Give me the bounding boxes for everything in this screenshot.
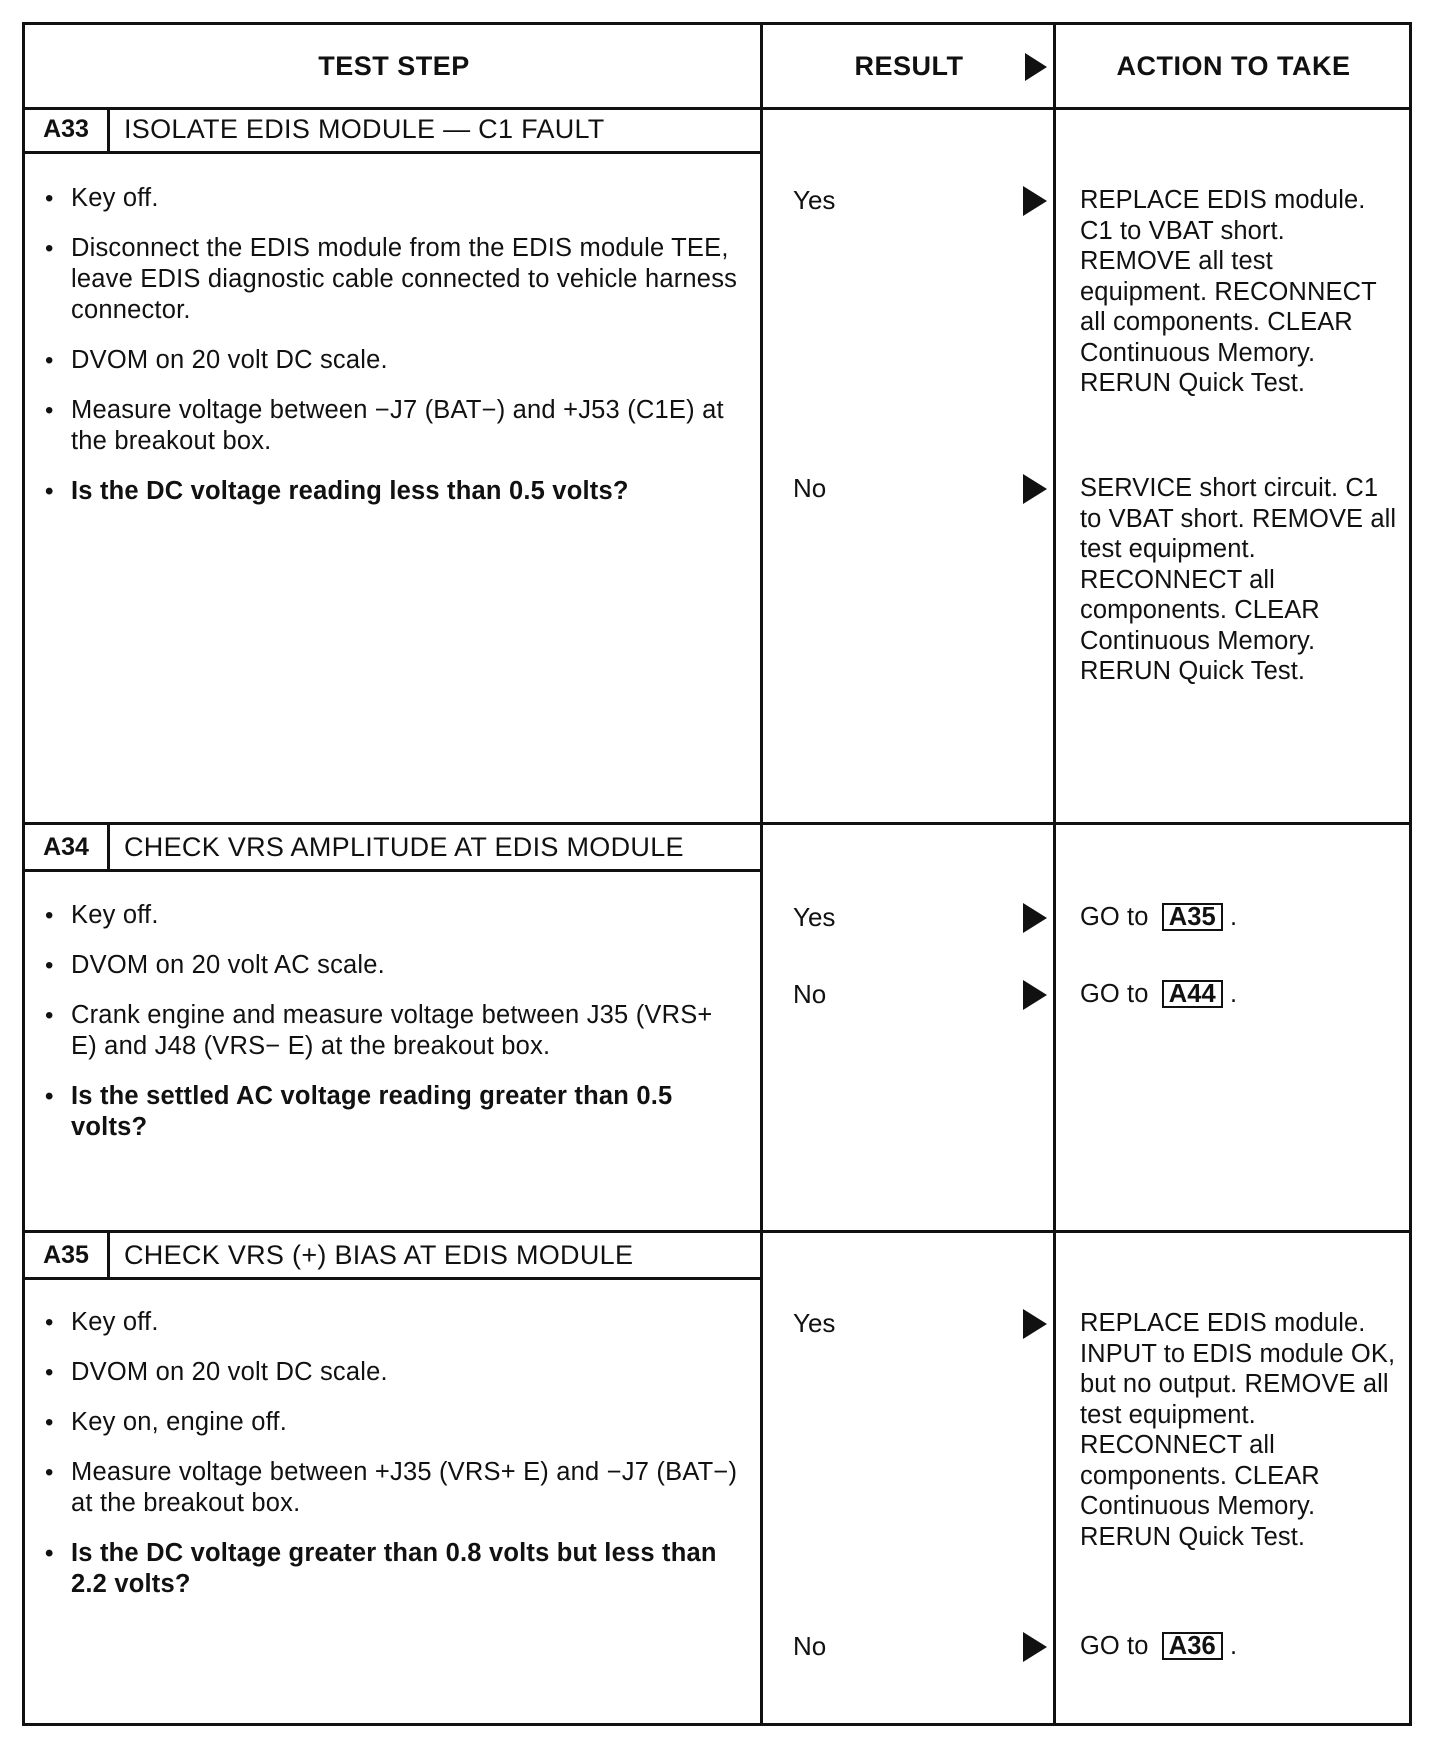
- step-ref-link[interactable]: A36: [1162, 1632, 1223, 1660]
- result-no: No: [793, 1631, 827, 1661]
- step-instructions: [43, 183, 743, 526]
- action-text: [1080, 1631, 1400, 1662]
- action-text: REPLACE EDIS module. INPUT to EDIS module OK, but no output. REMOVE all test equipment. RECONNECT all components. CLEAR Continuous Memory. RERUN Quick Test.: [1080, 1309, 1396, 1551]
- step-question: • Is the DC voltage reading less than 0.5 volts?: [43, 476, 743, 507]
- step-ref-link[interactable]: A35: [1162, 903, 1223, 931]
- instruction: • Key on, engine off.: [43, 1407, 743, 1438]
- result-arrow-icon: [1023, 474, 1047, 504]
- step-id: A34: [25, 825, 110, 869]
- step-title-bar: [25, 825, 760, 872]
- instruction: • Measure voltage between +J35 (VRS+ E) and −J7 (BAT−) at the breakout box.: [43, 1457, 743, 1519]
- instruction: • DVOM on 20 volt AC scale.: [43, 950, 743, 981]
- result-arrow-icon: [1023, 1309, 1047, 1339]
- instruction: • Key off.: [43, 1307, 743, 1338]
- action-text: [1080, 979, 1400, 1010]
- step-name: CHECK VRS AMPLITUDE AT EDIS MODULE: [124, 831, 684, 862]
- result-arrow-icon: [1023, 1632, 1047, 1662]
- result-arrow-icon: [1023, 186, 1047, 216]
- result-yes: Yes: [793, 902, 836, 932]
- action-suffix: .: [1230, 980, 1238, 1008]
- result-no: No: [793, 473, 827, 503]
- step-instructions: [43, 900, 743, 1162]
- table-header: [25, 25, 1409, 110]
- step-name: CHECK VRS (+) BIAS AT EDIS MODULE: [124, 1239, 634, 1270]
- step-a33: [25, 107, 1409, 822]
- action-prefix: GO to: [1080, 980, 1149, 1008]
- instruction: • DVOM on 20 volt DC scale.: [43, 345, 743, 376]
- action-text: REPLACE EDIS module. C1 to VBAT short. REMOVE all test equipment. RECONNECT all components. CLEAR Continuous Memory. RERUN Quick Test.: [1080, 186, 1377, 397]
- result-yes: Yes: [793, 185, 836, 215]
- step-title-bar: [25, 107, 760, 154]
- instruction: • DVOM on 20 volt DC scale.: [43, 1357, 743, 1388]
- action-suffix: .: [1230, 903, 1238, 931]
- instruction: • Measure voltage between −J7 (BAT−) and +J53 (C1E) at the breakout box.: [43, 395, 743, 457]
- header-action: ACTION TO TAKE: [1116, 50, 1351, 81]
- step-question: • Is the settled AC voltage reading greater than 0.5 volts?: [43, 1081, 743, 1143]
- diagnostic-table: [22, 22, 1412, 1726]
- action-prefix: GO to: [1080, 1632, 1149, 1660]
- result-arrow-icon: [1023, 980, 1047, 1010]
- result-yes: Yes: [793, 1308, 836, 1338]
- action-text: [1080, 902, 1400, 933]
- header-arrow-icon: [1025, 53, 1047, 81]
- step-a35: [25, 1233, 1409, 1726]
- header-result: RESULT: [854, 50, 964, 81]
- step-title-bar: [25, 1233, 760, 1280]
- instruction: • Crank engine and measure voltage between J35 (VRS+ E) and J48 (VRS− E) at the breakout box.: [43, 1000, 743, 1062]
- action-prefix: GO to: [1080, 903, 1149, 931]
- step-id: A35: [25, 1233, 110, 1277]
- step-question: • Is the DC voltage greater than 0.8 volts but less than 2.2 volts?: [43, 1538, 743, 1600]
- step-a34: [25, 825, 1409, 1230]
- instruction: • Key off.: [43, 900, 743, 931]
- step-ref-link[interactable]: A44: [1162, 980, 1223, 1008]
- header-test-step: TEST STEP: [318, 50, 470, 81]
- action-text: SERVICE short circuit. C1 to VBAT short. REMOVE all test equipment. RECONNECT all components. CLEAR Continuous Memory. RERUN Quick Test.: [1080, 474, 1397, 685]
- result-no: No: [793, 979, 827, 1009]
- action-suffix: .: [1230, 1632, 1238, 1660]
- step-instructions: [43, 1307, 743, 1619]
- step-name: ISOLATE EDIS MODULE — C1 FAULT: [124, 113, 605, 144]
- result-arrow-icon: [1023, 903, 1047, 933]
- step-id: A33: [25, 107, 110, 151]
- instruction: • Key off.: [43, 183, 743, 214]
- instruction: • Disconnect the EDIS module from the EDIS module TEE, leave EDIS diagnostic cable connected to vehicle harness connector.: [43, 233, 743, 326]
